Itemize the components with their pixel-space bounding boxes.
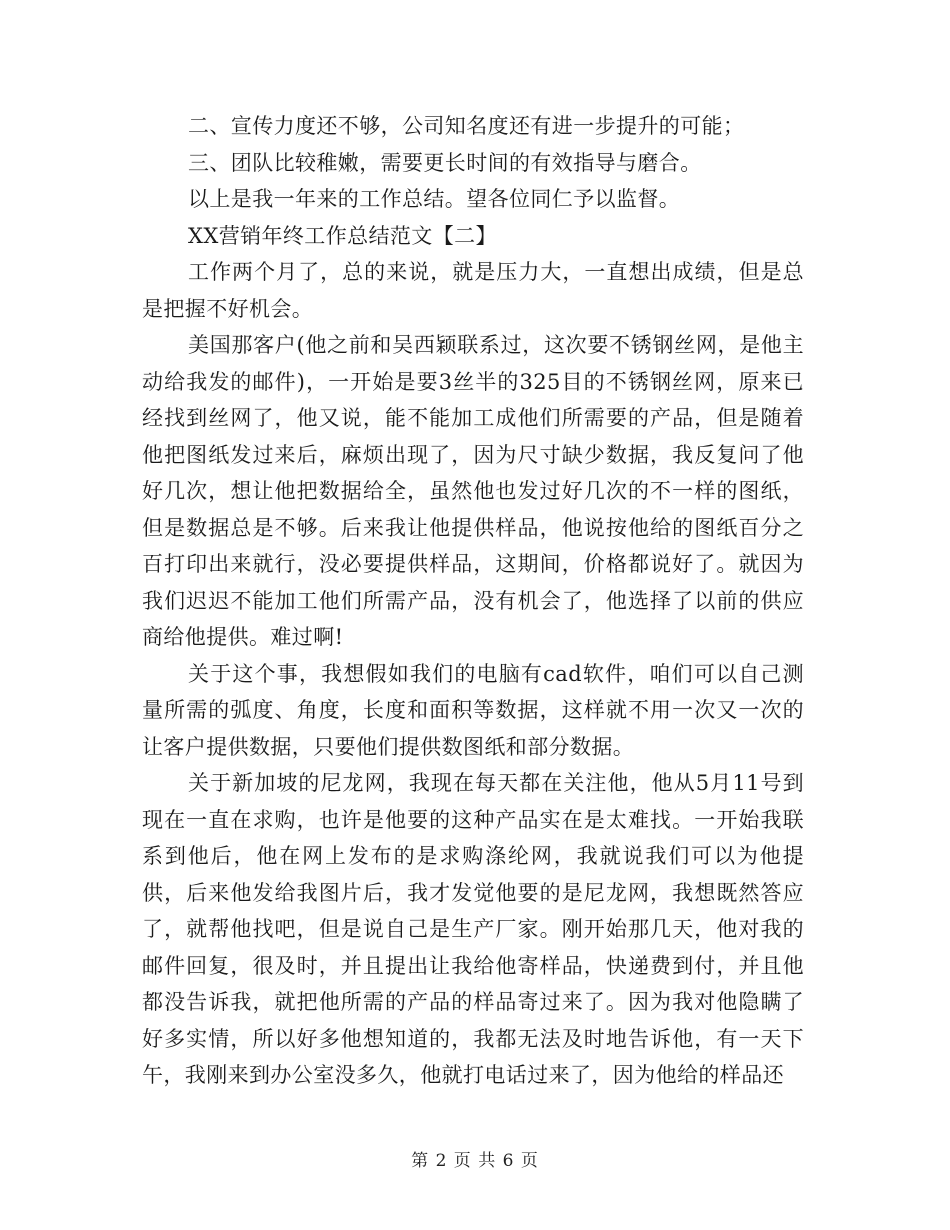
- paragraph-closing: 以上是我一年来的工作总结。望各位同仁予以监督。: [188, 187, 681, 211]
- document-body: [142, 108, 804, 1094]
- paragraph-point-three: 三、团队比较稚嫩，需要更长时间的有效指导与磨合。: [188, 150, 702, 175]
- paragraph-intro: 工作两个月了，总的来说，就是压力大，一直想出成绩，但是总是把握不好机会。: [142, 260, 804, 321]
- paragraph-point-two: 二、宣传力度还不够，公司知名度还有进一步提升的可能；: [188, 114, 745, 138]
- section-title: XX营销年终工作总结范文【二】: [188, 223, 497, 248]
- paragraph-singapore: 关于新加坡的尼龙网，我现在每天都在关注他，他从5月11号到现在一直在求购，也许是他要的这种产品实在是太难找。一开始我联系到他后，他在网上发布的是求购涤纶网，我就说我们可以为他提供，后来他发给我图片后，我才发觉他要的是尼龙网，我想既然答应了，就帮他找吧，但是说自己是生产厂家。刚开始那几天，他对我的邮件回复，很及时，并且提出让我给他寄样品，快递费到付，并且他都没告诉我，就把他所需的产品的样品寄过来了。因为我对他隐瞒了好多实情，所以好多他想知道的，我都无法及时地告诉他，有一天下午，我刚来到办公室没多久，他就打电话过来了，因为他给的样品还: [142, 771, 804, 1087]
- page-number-footer: 第 2 页 共 6 页: [411, 1151, 539, 1171]
- paragraph-cad: 关于这个事，我想假如我们的电脑有cad软件，咱们可以自己测量所需的弧度、角度，长度和面积等数据，这样就不用一次又一次的让客户提供数据，只要他们提供数图纸和部分数据。: [142, 661, 804, 759]
- paragraph-us-customer: 美国那客户(他之前和吴西颖联系过，这次要不锈钢丝网，是他主动给我发的邮件)，一开始是要3丝半的325目的不锈钢丝网，原来已经找到丝网了，他又说，能不能加工成他们所需要的产品，但是随着他把图纸发过来后，麻烦出现了，因为尺寸缺少数据，我反复问了他好几次，想让他把数据给全，虽然他也发过好几次的不一样的图纸，但是数据总是不够。后来我让他提供样品，他说按他给的图纸百分之百打印出来就行，没必要提供样品，这期间，价格都说好了。就因为我们迟迟不能加工他们所需产品，没有机会了，他选择了以前的供应商给他提供。难过啊!: [142, 333, 804, 649]
